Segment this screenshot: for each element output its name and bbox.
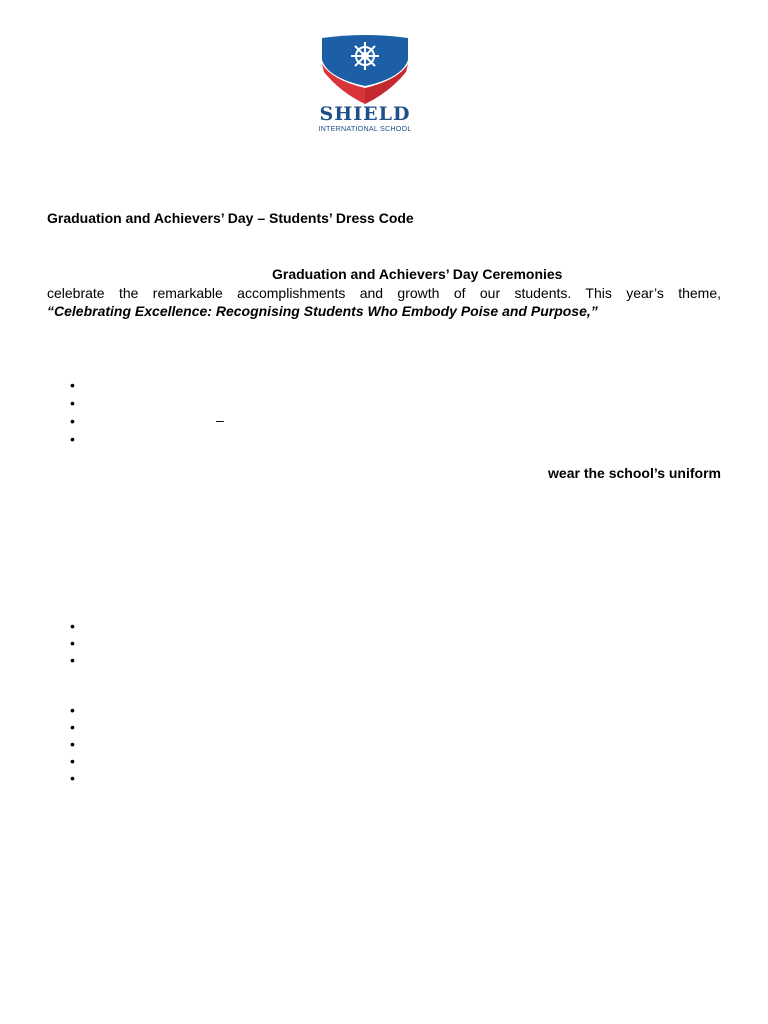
list-bullet: •	[70, 736, 75, 752]
list-bullet: •	[70, 413, 75, 429]
list-bullet: •	[70, 431, 75, 447]
list-bullet: •	[70, 652, 75, 668]
logo-subtitle: INTERNATIONAL SCHOOL	[318, 124, 412, 133]
dash-fragment: –	[216, 412, 224, 428]
school-logo	[306, 34, 424, 136]
list-bullet: •	[70, 377, 75, 393]
shield-emblem-icon	[306, 34, 424, 106]
page-title: Graduation and Achievers’ Day – Students’ Dress Code	[47, 210, 414, 226]
intro-paragraph: celebrate the remarkable accomplishments and growth of our students. This year’s theme,	[47, 285, 721, 301]
uniform-text: wear the school’s uniform	[548, 465, 721, 481]
list-bullet: •	[70, 753, 75, 769]
theme-quote: “Celebrating Excellence: Recognising Students Who Embody Poise and Purpose,”	[47, 303, 598, 319]
ship-wheel-icon	[351, 42, 379, 70]
list-bullet: •	[70, 395, 75, 411]
logo-name: SHIELD	[319, 103, 411, 125]
list-bullet: •	[70, 635, 75, 651]
list-bullet: •	[70, 719, 75, 735]
list-bullet: •	[70, 618, 75, 634]
list-bullet: •	[70, 770, 75, 786]
ceremonies-title: Graduation and Achievers’ Day Ceremonies	[272, 266, 563, 282]
list-bullet: •	[70, 702, 75, 718]
